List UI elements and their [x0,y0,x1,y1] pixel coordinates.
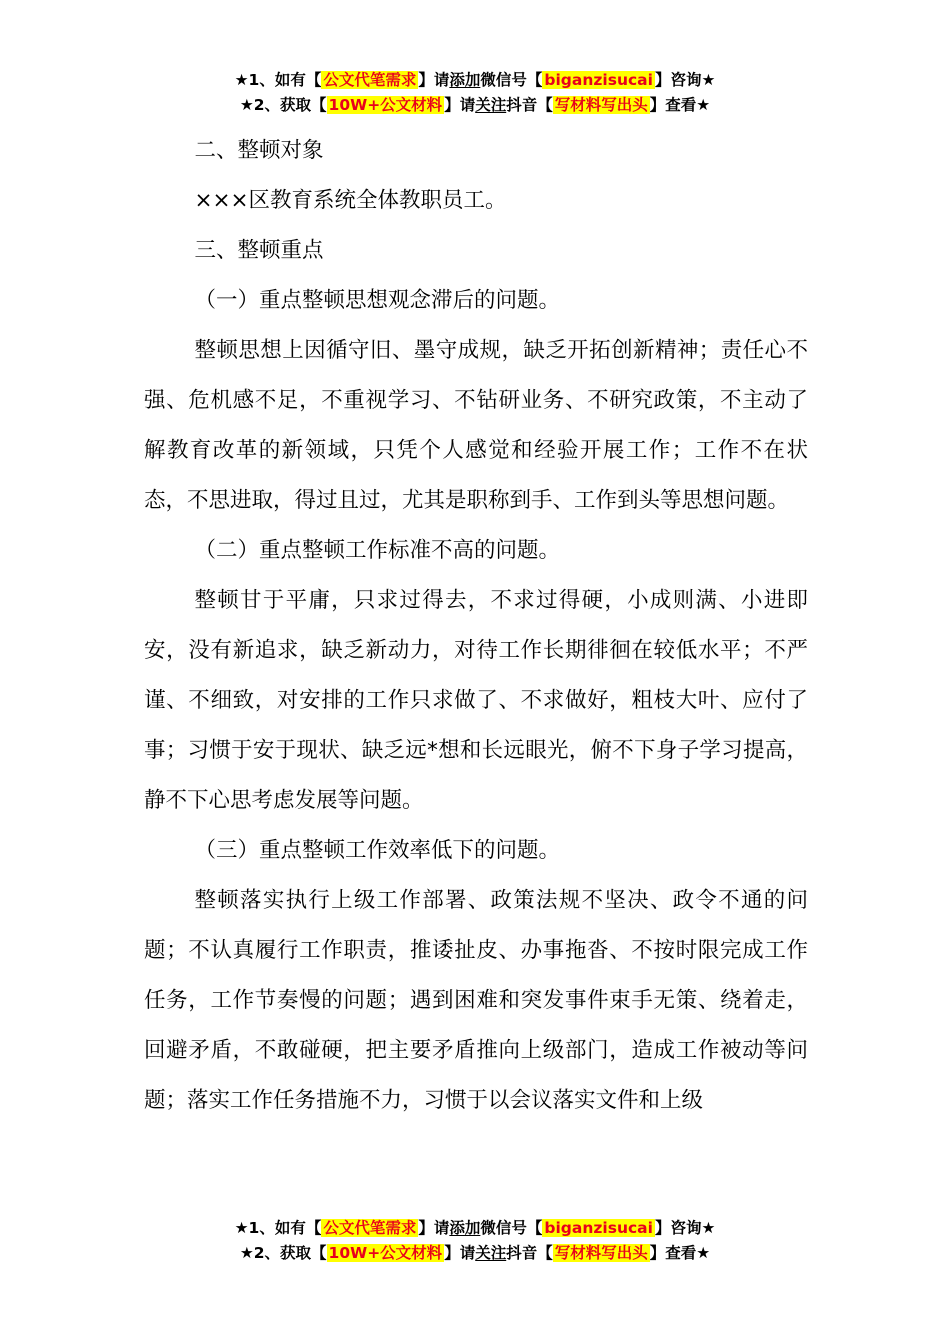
banner-text: 】请 [418,1219,450,1237]
banner-text: 】咨询★ [654,71,716,89]
subsection-heading: （二）重点整顿工作标准不高的问题。 [194,538,561,563]
banner-text: 】请 [418,71,450,89]
banner-text: 微信号【 [480,71,543,89]
banner-text: 】请 [444,96,476,114]
banner-line-2 [0,93,950,118]
banner-text: ★2、获取【 [239,1244,327,1262]
highlight-materials: 10W+公文材料 [328,96,443,114]
underlined-text: 关注 [475,1244,507,1262]
paragraph: 整顿落实执行上级工作部署、政策法规不坚决、政令不通的问题；不认真履行工作职责，推诿扯皮、办事拖沓、不按时限完成工作任务，工作节奏慢的问题；遇到困难和突发事件束手无策、绕着走，回避矛盾，不敢碰硬，把主要矛盾推向上级部门，造成工作被动等问题；落实工作任务措施不力，习惯于以会议落实文件和上级 [144,888,808,1113]
banner-line-2 [0,1241,950,1266]
highlight-wechat-id: biganzisucai [544,1219,653,1237]
paragraph: 整顿思想上因循守旧、墨守成规，缺乏开拓创新精神；责任心不强、危机感不足，不重视学习、不钻研业务、不研究政策，不主动了解教育改革的新领域，只凭个人感觉和经验开展工作；工作不在状态，不思进取，得过且过，尤其是职称到手、工作到头等思想问题。 [144,338,808,513]
header-banner [0,68,950,118]
underlined-text: 添加 [449,71,481,89]
subsection-heading: （三）重点整顿工作效率低下的问题。 [194,838,561,863]
banner-text: 抖音【 [506,1244,553,1262]
section-heading: 三、整顿重点 [194,238,324,263]
banner-text: 微信号【 [480,1219,543,1237]
highlight-douyin-account: 写材料写出头 [554,1244,648,1262]
highlight-douyin-account: 写材料写出头 [554,96,648,114]
underlined-text: 添加 [449,1219,481,1237]
footer-banner [0,1216,950,1266]
banner-text: 】查看★ [649,1244,711,1262]
paragraph: ×××区教育系统全体教职员工。 [194,188,507,213]
banner-text: ★1、如有【 [234,71,322,89]
banner-text: 】请 [444,1244,476,1262]
highlight-service: 公文代笔需求 [323,71,417,89]
document-body [144,126,808,1126]
highlight-materials: 10W+公文材料 [328,1244,443,1262]
banner-text: 】咨询★ [654,1219,716,1237]
banner-line-1 [0,1216,950,1241]
highlight-wechat-id: biganzisucai [544,71,653,89]
highlight-service: 公文代笔需求 [323,1219,417,1237]
banner-text: 】查看★ [649,96,711,114]
paragraph: 整顿甘于平庸，只求过得去，不求过得硬，小成则满、小进即安，没有新追求，缺乏新动力，对待工作长期徘徊在较低水平；不严谨、不细致，对安排的工作只求做了、不求做好，粗枝大叶、应付了事；习惯于安于现状、缺乏远*想和长远眼光，俯不下身子学习提高，静不下心思考虑发展等问题。 [144,588,808,813]
banner-text: 抖音【 [506,96,553,114]
subsection-heading: （一）重点整顿思想观念滞后的问题。 [194,288,561,313]
section-heading: 二、整顿对象 [194,138,324,163]
banner-text: ★1、如有【 [234,1219,322,1237]
banner-text: ★2、获取【 [239,96,327,114]
underlined-text: 关注 [475,96,507,114]
banner-line-1 [0,68,950,93]
